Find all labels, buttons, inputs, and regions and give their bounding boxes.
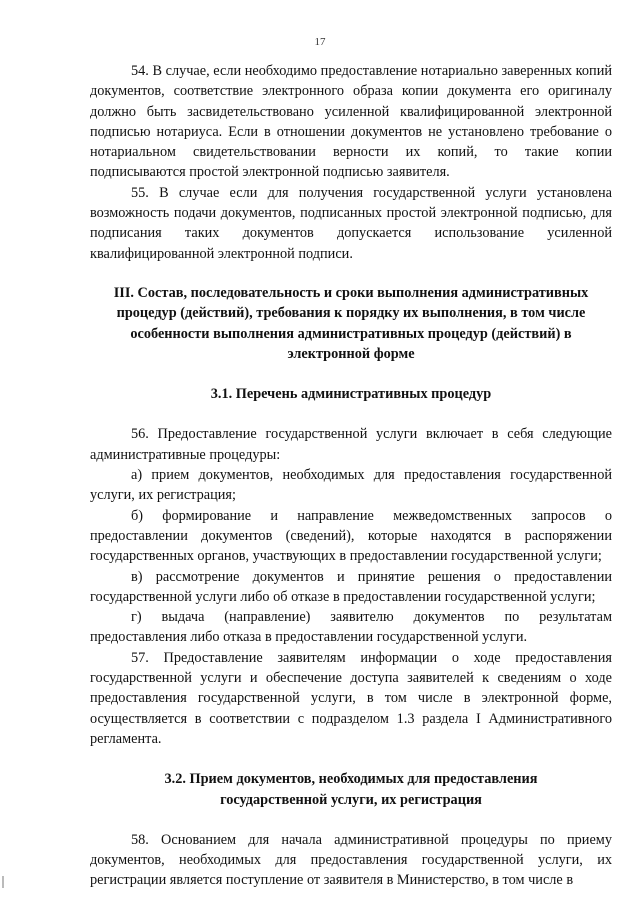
subsection-heading: 3.1. Перечень административных процедур xyxy=(210,386,492,403)
list-item-a: а) прием документов, необходимых для предоставления государственной услуги, их регистрация; xyxy=(90,467,612,504)
scan-edge-mark xyxy=(2,876,4,888)
list-item-b: б) формирование и направление межведомственных запросов о предоставлении документов (сведений), которые находятся в распоряжении государственных органов, участвующих в предоставлении государственной услуги; xyxy=(90,507,612,565)
subsection-heading-line: государственной услуги, их регистрация xyxy=(220,791,482,808)
list-item-v: в) рассмотрение документов и принятие решения о предоставлении государственной услуги либо об отказе в предоставлении государственной услуги; xyxy=(90,568,612,605)
paragraph-55: 55. В случае если для получения государственной услуги установлена возможность подачи документов, подписанных простой электронной подписью, для подписания таких документов допускается использование усиленной квалифицированной электронной подписи. xyxy=(90,184,612,262)
subsection-heading xyxy=(90,769,612,810)
document-body xyxy=(90,61,612,891)
list-item-g: г) выдача (направление) заявителю документов по результатам предоставления либо отказа в предоставлении государственной услуги. xyxy=(90,609,612,646)
paragraph-57: 57. Предоставление заявителям информации о ходе предоставления государственной услуги и обеспечение доступа заявителей к сведениям о ходе предоставления государственной услуги, в том числе в электронной форме, осуществляется в соответствии с подразделом 1.3 раздела I Административного регламента. xyxy=(90,649,612,747)
section-heading: III. Состав, последовательность и сроки выполнения административных процедур (действий), требования к порядку их выполнения, в том числе особенности выполнения административных процедур (действий) в электронной форме xyxy=(113,284,589,362)
paragraph-56: 56. Предоставление государственной услуги включает в себя следующие административные процедуры: xyxy=(90,426,612,463)
page-number: 17 xyxy=(314,36,326,48)
paragraph-54: 54. В случае, если необходимо предоставление нотариально заверенных копий документов, соответствие электронного образа копии документа его оригиналу должно быть засвидетельствовано усиленной квалифицированной электронной подписью нотариуса. Если в отношении документов не установлено требование о нотариальном свидетельствовании верности их копий, то такие копии подписываются простой электронной подписью заявителя. xyxy=(90,63,612,181)
subsection-heading-line: 3.2. Прием документов, необходимых для предоставления xyxy=(164,771,538,788)
paragraph-58: 58. Основанием для начала административной процедуры по приему документов, необходимых для предоставления государственной услуги, их регистрации является поступление от заявителя в Министерство, в том числе в xyxy=(90,831,612,889)
